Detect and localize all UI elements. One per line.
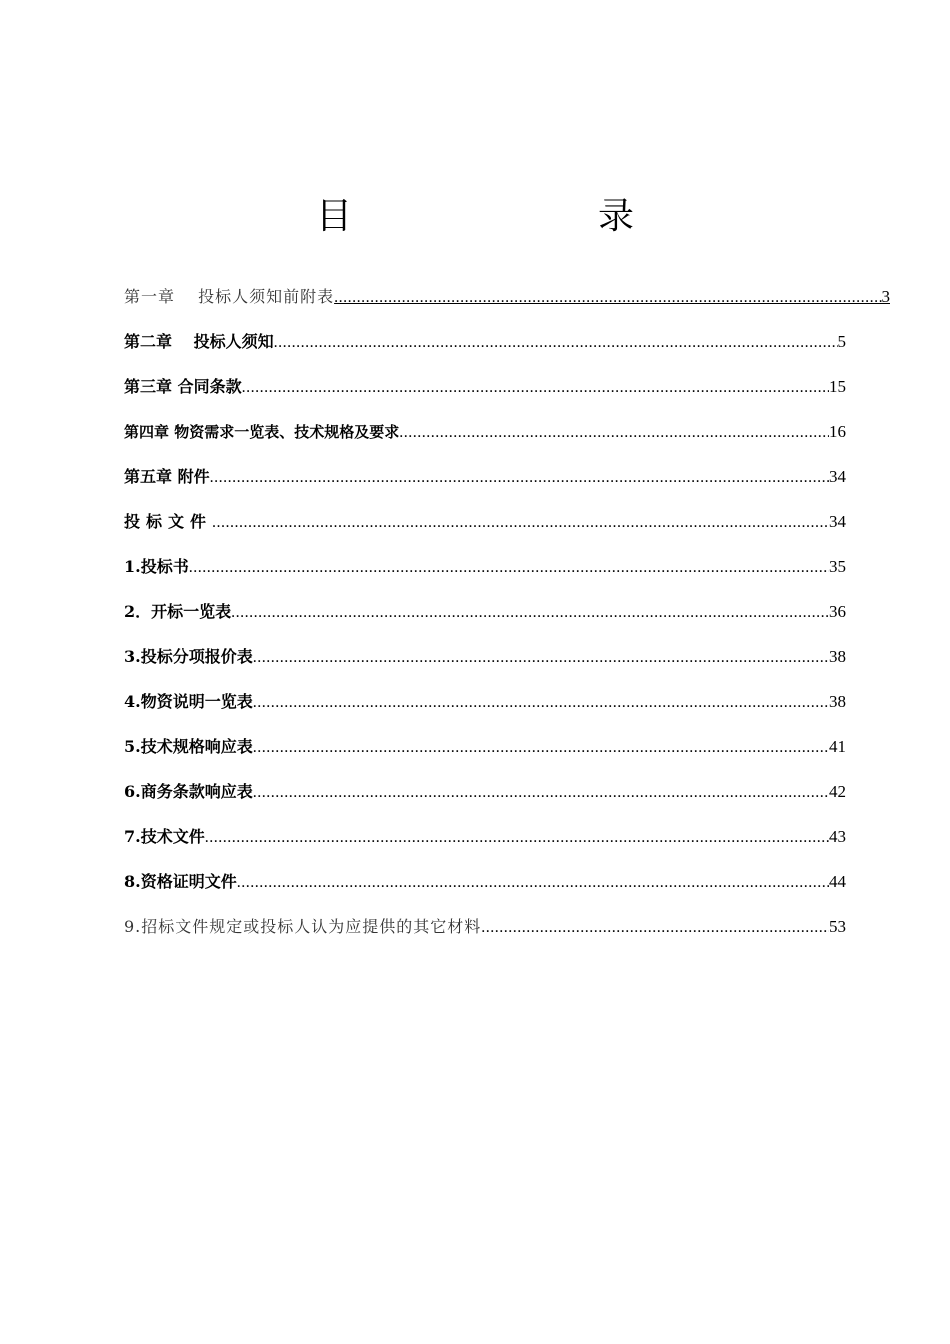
toc-entry[interactable] <box>124 327 846 372</box>
toc-leader-dots <box>253 778 829 808</box>
toc-entry[interactable] <box>124 867 846 912</box>
toc-leader-dots <box>189 553 829 583</box>
toc-leader-dots <box>399 418 829 448</box>
toc-leader-dots <box>210 463 829 493</box>
toc-entry-label: 6.商务条款响应表 <box>124 782 253 801</box>
toc-entry-page: 38 <box>829 692 846 711</box>
toc-entry-page: 36 <box>829 602 846 621</box>
toc-leader-dots <box>253 643 829 673</box>
toc-title: 目 录 <box>315 196 692 237</box>
toc-entry[interactable] <box>124 912 846 957</box>
table-of-contents <box>124 282 890 957</box>
toc-entry[interactable] <box>124 687 846 732</box>
toc-entry[interactable] <box>124 417 846 462</box>
toc-entry[interactable] <box>124 282 890 327</box>
toc-leader-dots <box>231 598 829 628</box>
toc-entry-label: 3.投标分项报价表 <box>124 647 253 666</box>
toc-entry-label: 投标文件 <box>124 512 213 531</box>
toc-entry-page: 15 <box>829 377 846 396</box>
toc-leader-dots <box>205 823 829 853</box>
toc-leader-dots <box>253 733 829 763</box>
toc-entry[interactable] <box>124 462 846 507</box>
toc-entry-label: 第四章 物资需求一览表、技术规格及要求 <box>124 423 400 441</box>
toc-entry-page: 44 <box>829 872 846 891</box>
toc-entry[interactable] <box>124 372 846 417</box>
toc-entry-page: 16 <box>829 422 846 441</box>
toc-entry-page: 38 <box>829 647 846 666</box>
toc-entry-label: 第五章 附件 <box>124 467 210 486</box>
toc-entry-label: 7.技术文件 <box>124 827 205 846</box>
toc-entry[interactable] <box>124 552 846 597</box>
toc-entry[interactable] <box>124 507 846 552</box>
toc-entry-page: 35 <box>829 557 846 576</box>
toc-entry-page: 34 <box>829 512 846 531</box>
toc-leader-dots <box>212 508 829 538</box>
toc-leader-dots <box>334 283 881 313</box>
toc-leader-dots <box>242 373 829 403</box>
toc-entry-label: 4.物资说明一览表 <box>124 692 253 711</box>
toc-entry-label: 第二章 投标人须知 <box>124 332 274 351</box>
toc-entry[interactable] <box>124 777 846 822</box>
toc-entry-page: 41 <box>829 737 846 756</box>
toc-entry-label: 第三章 合同条款 <box>124 377 242 396</box>
toc-entry[interactable] <box>124 642 846 687</box>
toc-leader-dots <box>253 688 829 718</box>
toc-entry-label: 第一章 投标人须知前附表 <box>124 287 335 306</box>
toc-entry-page: 3 <box>881 287 890 306</box>
toc-entry-label: 2．开标一览表 <box>124 602 232 621</box>
toc-entry-page: 34 <box>829 467 846 486</box>
toc-entry[interactable] <box>124 732 846 777</box>
toc-entry-page: 5 <box>837 332 846 351</box>
toc-leader-dots <box>481 913 829 943</box>
toc-entry-label: 5.技术规格响应表 <box>124 737 253 756</box>
toc-entry[interactable] <box>124 597 846 642</box>
toc-leader-dots <box>274 328 838 358</box>
toc-leader-dots <box>237 868 829 898</box>
toc-entry-label: 1.投标书 <box>124 557 189 576</box>
toc-entry-page: 42 <box>829 782 846 801</box>
toc-entry-label: 9.招标文件规定或投标人认为应提供的其它材料 <box>124 917 482 936</box>
toc-entry-page: 53 <box>829 917 846 936</box>
toc-entry-page: 43 <box>829 827 846 846</box>
toc-entry-label: 8.资格证明文件 <box>124 872 237 891</box>
toc-entry[interactable] <box>124 822 846 867</box>
